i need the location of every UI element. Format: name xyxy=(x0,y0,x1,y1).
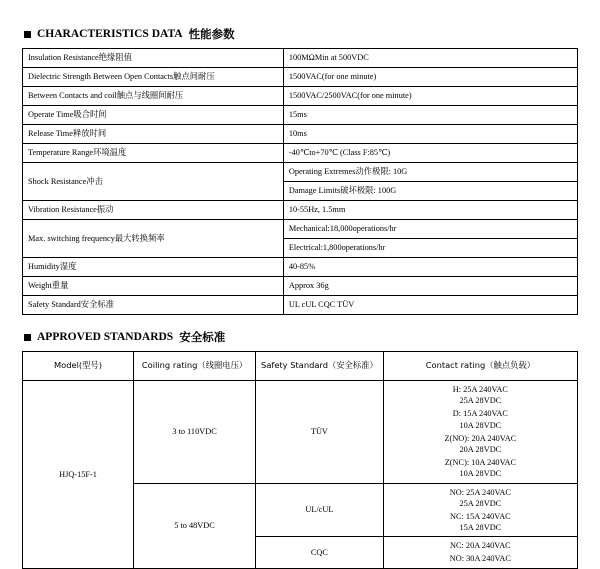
safety-standard-value: CQC xyxy=(256,537,384,568)
table-row xyxy=(23,381,578,484)
column-header-contact-rating: Contact rating（触点负载） xyxy=(383,352,577,381)
safety-standard-value: TÜV xyxy=(256,381,384,484)
char-label-cn: 湿度 xyxy=(59,261,77,272)
table-row xyxy=(23,220,578,239)
coil-rating-value: 3 to 110VDC xyxy=(134,381,256,484)
table-row xyxy=(23,49,578,68)
rating-line: D: 15A 240VAC xyxy=(452,409,508,419)
char-label-cn: 重量 xyxy=(51,280,69,291)
char-value: Mechanical:18,000operations/hr xyxy=(283,220,577,239)
char-label xyxy=(23,220,284,258)
rating-block xyxy=(388,487,573,509)
table-row xyxy=(23,296,578,315)
char-value: Approx 36g xyxy=(283,277,577,296)
char-label xyxy=(23,277,284,296)
char-label xyxy=(23,201,284,220)
rating-block xyxy=(388,553,573,564)
standards-heading-cn: 安全标准 xyxy=(179,330,226,344)
rating-line: 15A 28VDC xyxy=(459,523,502,533)
char-label xyxy=(23,49,284,68)
safety-standard-value: UL/cUL xyxy=(256,483,384,537)
coil-rating-value: 5 to 48VDC xyxy=(134,483,256,568)
char-label-en: Between Contacts and coil xyxy=(28,91,117,101)
char-label xyxy=(23,163,284,201)
char-label-en: Release Time xyxy=(28,129,73,139)
char-label xyxy=(23,258,284,277)
rating-line: NO: 25A 240VAC xyxy=(449,487,511,497)
char-label-en: Max. switching frequency xyxy=(28,233,115,243)
char-value: UL cUL CQC TÜV xyxy=(283,296,577,315)
table-row xyxy=(23,87,578,106)
rating-line: 10A 28VDC xyxy=(459,469,502,479)
char-label-cn: 冲击 xyxy=(86,175,103,186)
characteristics-heading-en: CHARACTERISTICS DATA xyxy=(37,28,183,40)
char-label-cn: 最大转换频率 xyxy=(114,232,165,243)
char-label-cn: 环境温度 xyxy=(93,147,127,158)
char-value: -40℃to+70℃ (Class F:85℃) xyxy=(283,144,577,163)
char-label-cn: 振动 xyxy=(96,204,114,215)
contact-rating-group xyxy=(383,483,577,537)
char-label xyxy=(23,68,284,87)
char-label-cn: 释放时间 xyxy=(72,128,107,139)
rating-line: NC: 20A 240VAC xyxy=(450,541,511,551)
table-row xyxy=(23,258,578,277)
char-value-second: Damage Limits破坏极限: 100G xyxy=(283,182,577,201)
char-value: 10-55Hz, 1.5mm xyxy=(283,201,577,220)
contact-rating-group xyxy=(383,537,577,568)
contact-rating-group xyxy=(383,381,577,484)
table-row xyxy=(23,106,578,125)
rating-block xyxy=(388,384,573,406)
char-value: 1500VAC(for one minute) xyxy=(283,68,577,87)
table-row xyxy=(23,277,578,296)
characteristics-heading-cn: 性能参数 xyxy=(188,27,235,41)
standards-heading xyxy=(24,329,578,345)
char-value: 10ms xyxy=(283,125,577,144)
rating-block xyxy=(388,408,573,430)
table-row xyxy=(23,68,578,87)
char-label-en: Insulation Resistance xyxy=(28,53,99,63)
table-row xyxy=(23,125,578,144)
rating-line: Z(NC): 10A 240VAC xyxy=(444,458,517,468)
standards-heading-en: APPROVED STANDARDS xyxy=(37,331,174,343)
char-label-en: Safety Standard xyxy=(28,300,81,310)
char-label-en: Operate Time xyxy=(28,110,74,120)
char-label xyxy=(23,106,284,125)
char-label xyxy=(23,296,284,315)
column-header-model: Model(型号) xyxy=(23,352,134,381)
square-bullet-icon xyxy=(24,31,31,38)
rating-block xyxy=(388,540,573,551)
rating-line: Z(NO): 20A 240VAC xyxy=(444,433,517,443)
approved-standards-table xyxy=(22,351,578,569)
rating-line: NO: 30A 240VAC xyxy=(449,554,511,564)
char-value: 100MΩMin at 500VDC xyxy=(283,49,577,68)
char-value: Operating Extremes动作极限: 10G xyxy=(283,163,577,182)
char-label-en: Vibration Resistance xyxy=(28,205,97,215)
char-label-cn: 安全标准 xyxy=(80,299,114,310)
rating-line: NC: 15A 240VAC xyxy=(450,511,511,521)
char-label-en: Humidity xyxy=(28,262,60,272)
char-label-en: Temperature Range xyxy=(28,148,94,158)
characteristics-heading xyxy=(24,26,578,42)
char-value: 40-85% xyxy=(283,258,577,277)
square-bullet-icon xyxy=(24,334,31,341)
char-label-cn: 触点间耐压 xyxy=(173,71,215,82)
table-header-row xyxy=(23,352,578,381)
model-value: HJQ-15F-1 xyxy=(23,381,134,569)
char-label-en: Shock Resistance xyxy=(28,176,87,186)
rating-line: 25A 28VDC xyxy=(459,498,502,508)
rating-block xyxy=(388,511,573,533)
char-value: 1500VAC/2500VAC(for one minute) xyxy=(283,87,577,106)
table-row xyxy=(23,144,578,163)
char-label-cn: 吸合时间 xyxy=(73,109,107,120)
char-value-second: Electrical:1,800operations/hr xyxy=(283,239,577,258)
char-label-cn: 绝缘阻值 xyxy=(98,52,132,63)
rating-block xyxy=(388,433,573,455)
char-label xyxy=(23,87,284,106)
char-label-en: Dielectric Strength Between Open Contacts xyxy=(28,72,174,82)
char-label xyxy=(23,144,284,163)
column-header-safety-standard: Safety Standard（安全标准） xyxy=(256,352,384,381)
table-row xyxy=(23,163,578,182)
char-label xyxy=(23,125,284,144)
rating-line: 25A 28VDC xyxy=(459,396,502,406)
rating-line: 20A 28VDC xyxy=(459,444,502,454)
char-label-en: Weight xyxy=(28,281,52,291)
char-label-cn: 触点与线圈间耐压 xyxy=(116,90,184,101)
char-value: 15ms xyxy=(283,106,577,125)
rating-line: H: 25A 240VAC xyxy=(452,385,508,394)
characteristics-table xyxy=(22,48,578,315)
rating-line: 10A 28VDC xyxy=(459,420,502,430)
column-header-coil-rating: Coiling rating（线圈电压） xyxy=(134,352,256,381)
rating-block xyxy=(388,457,573,479)
table-row xyxy=(23,201,578,220)
